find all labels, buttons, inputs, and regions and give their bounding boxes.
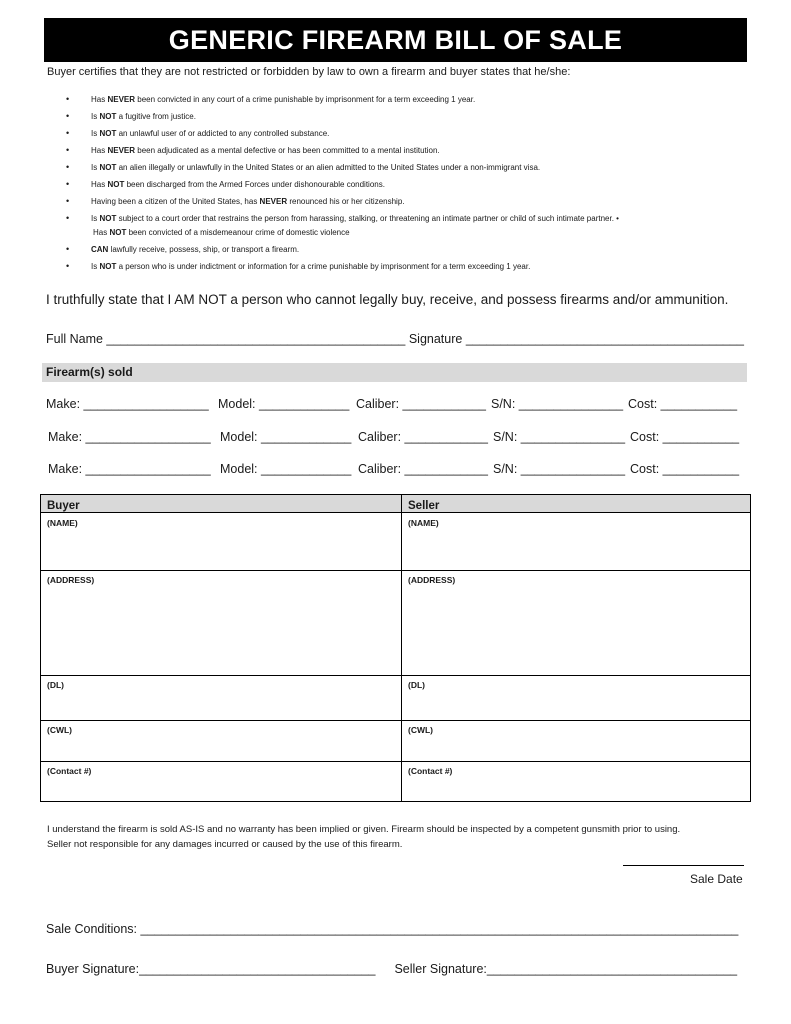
seller-address-field[interactable]: (ADDRESS) (408, 575, 456, 585)
seller-contact-field[interactable]: (Contact #) (408, 766, 453, 776)
sale-conditions-line[interactable]: Sale Conditions: ______________________________________________________________________________________ (46, 922, 739, 936)
cost-field[interactable]: Cost: ___________ (630, 462, 740, 476)
buyer-contact-field[interactable]: (Contact #) (47, 766, 92, 776)
bullet-marker: • (66, 111, 70, 121)
certification-text: Is NOT a person who is under indictment or information for a crime punishable by imprisonment for a term exceeding 1 year. (91, 262, 531, 271)
model-field[interactable]: Model: _____________ (220, 430, 352, 444)
bullet-marker: • (66, 162, 70, 172)
row-divider (41, 570, 750, 571)
buyer-header: Buyer (47, 500, 80, 512)
buyer-cwl-field[interactable]: (CWL) (47, 725, 73, 735)
page-title: GENERIC FIREARM BILL OF SALE (168, 25, 623, 55)
certification-text: CAN lawfully receive, possess, ship, or transport a firearm. (91, 245, 300, 254)
sale-date-line[interactable] (623, 865, 744, 866)
firearms-section-label: Firearm(s) sold (46, 365, 133, 379)
make-field[interactable]: Make: __________________ (46, 397, 209, 411)
seller-cwl-field[interactable]: (CWL) (408, 725, 434, 735)
bullet-marker: • (66, 213, 70, 223)
certification-continuation: Has NOT been convicted of a misdemeanour crime of domestic violence (93, 228, 350, 237)
caliber-field[interactable]: Caliber: ____________ (356, 397, 486, 411)
certification-text: Is NOT an unlawful user of or addicted to any controlled substance. (91, 129, 330, 138)
bullet-marker: • (66, 128, 70, 138)
bullet-marker: • (66, 196, 70, 206)
legal-statement: I truthfully state that I AM NOT a person who cannot legally buy, receive, and possess firearms and/or ammunition. (46, 292, 729, 307)
signature-lines (46, 962, 737, 976)
make-field[interactable]: Make: __________________ (48, 462, 211, 476)
certification-text: Has NOT been discharged from the Armed Forces under dishonourable conditions. (91, 180, 385, 189)
sale-date-label: Sale Date (690, 872, 743, 886)
certification-text: Has NEVER been convicted in any court of a crime punishable by imprisonment for a term exceeding 1 year. (91, 95, 476, 104)
seller-header: Seller (408, 500, 440, 512)
row-divider (41, 675, 750, 676)
buyer-address-field[interactable]: (ADDRESS) (47, 575, 95, 585)
firearm-row (46, 397, 746, 413)
firearm-row (48, 462, 748, 478)
bullet-marker: • (66, 94, 70, 104)
serial-number-field[interactable]: S/N: _______________ (491, 397, 624, 411)
make-field[interactable]: Make: __________________ (48, 430, 211, 444)
model-field[interactable]: Model: _____________ (220, 462, 352, 476)
cost-field[interactable]: Cost: ___________ (628, 397, 738, 411)
certification-text: Having been a citizen of the United States, has NEVER renounced his or her citizenship. (91, 197, 405, 206)
serial-number-field[interactable]: S/N: _______________ (493, 462, 626, 476)
firearms-section-header (42, 363, 747, 382)
intro-text: Buyer certifies that they are not restricted or forbidden by law to own a firearm and buyer states that he/she: (47, 66, 571, 78)
bullet-marker: • (66, 261, 70, 271)
seller-signature-line[interactable]: Seller Signature:____________________________________ (394, 962, 738, 976)
bullet-marker: • (66, 179, 70, 189)
buyer-signature-line[interactable]: Buyer Signature:__________________________________ (46, 962, 376, 976)
full-name-signature-line[interactable]: Full Name ___________________________________________ Signature ________________________________________ (46, 332, 744, 346)
party-table (40, 494, 751, 802)
seller-name-field[interactable]: (NAME) (408, 518, 439, 528)
certification-text: Has NEVER been adjudicated as a mental defective or has been committed to a mental institution. (91, 146, 440, 155)
cost-field[interactable]: Cost: ___________ (630, 430, 740, 444)
row-divider (41, 720, 750, 721)
model-field[interactable]: Model: _____________ (218, 397, 350, 411)
bullet-marker: • (66, 145, 70, 155)
certification-text: Is NOT an alien illegally or unlawfully in the United States or an alien admitted to the United States under a non-immigrant visa. (91, 163, 541, 172)
caliber-field[interactable]: Caliber: ____________ (358, 430, 488, 444)
buyer-name-field[interactable]: (NAME) (47, 518, 78, 528)
certification-text: Is NOT a fugitive from justice. (91, 112, 196, 121)
seller-dl-field[interactable]: (DL) (408, 680, 425, 690)
title-bar (44, 18, 747, 62)
certification-text: Is NOT subject to a court order that restrains the person from harassing, stalking, or threatening an intimate partner or child of such intimate partner. • (91, 214, 619, 223)
firearm-row (48, 430, 748, 446)
buyer-dl-field[interactable]: (DL) (47, 680, 64, 690)
row-divider (41, 761, 750, 762)
disclaimer-text: I understand the firearm is sold AS-IS and no warranty has been implied or given. Firearm should be inspected by a competent gunsmith prior to using. Seller not responsible for any damages incurred or caused by the use of this firearm. (47, 824, 681, 850)
party-table-header (41, 495, 750, 513)
bullet-marker: • (66, 244, 70, 254)
caliber-field[interactable]: Caliber: ____________ (358, 462, 488, 476)
column-divider (401, 495, 402, 801)
serial-number-field[interactable]: S/N: _______________ (493, 430, 626, 444)
